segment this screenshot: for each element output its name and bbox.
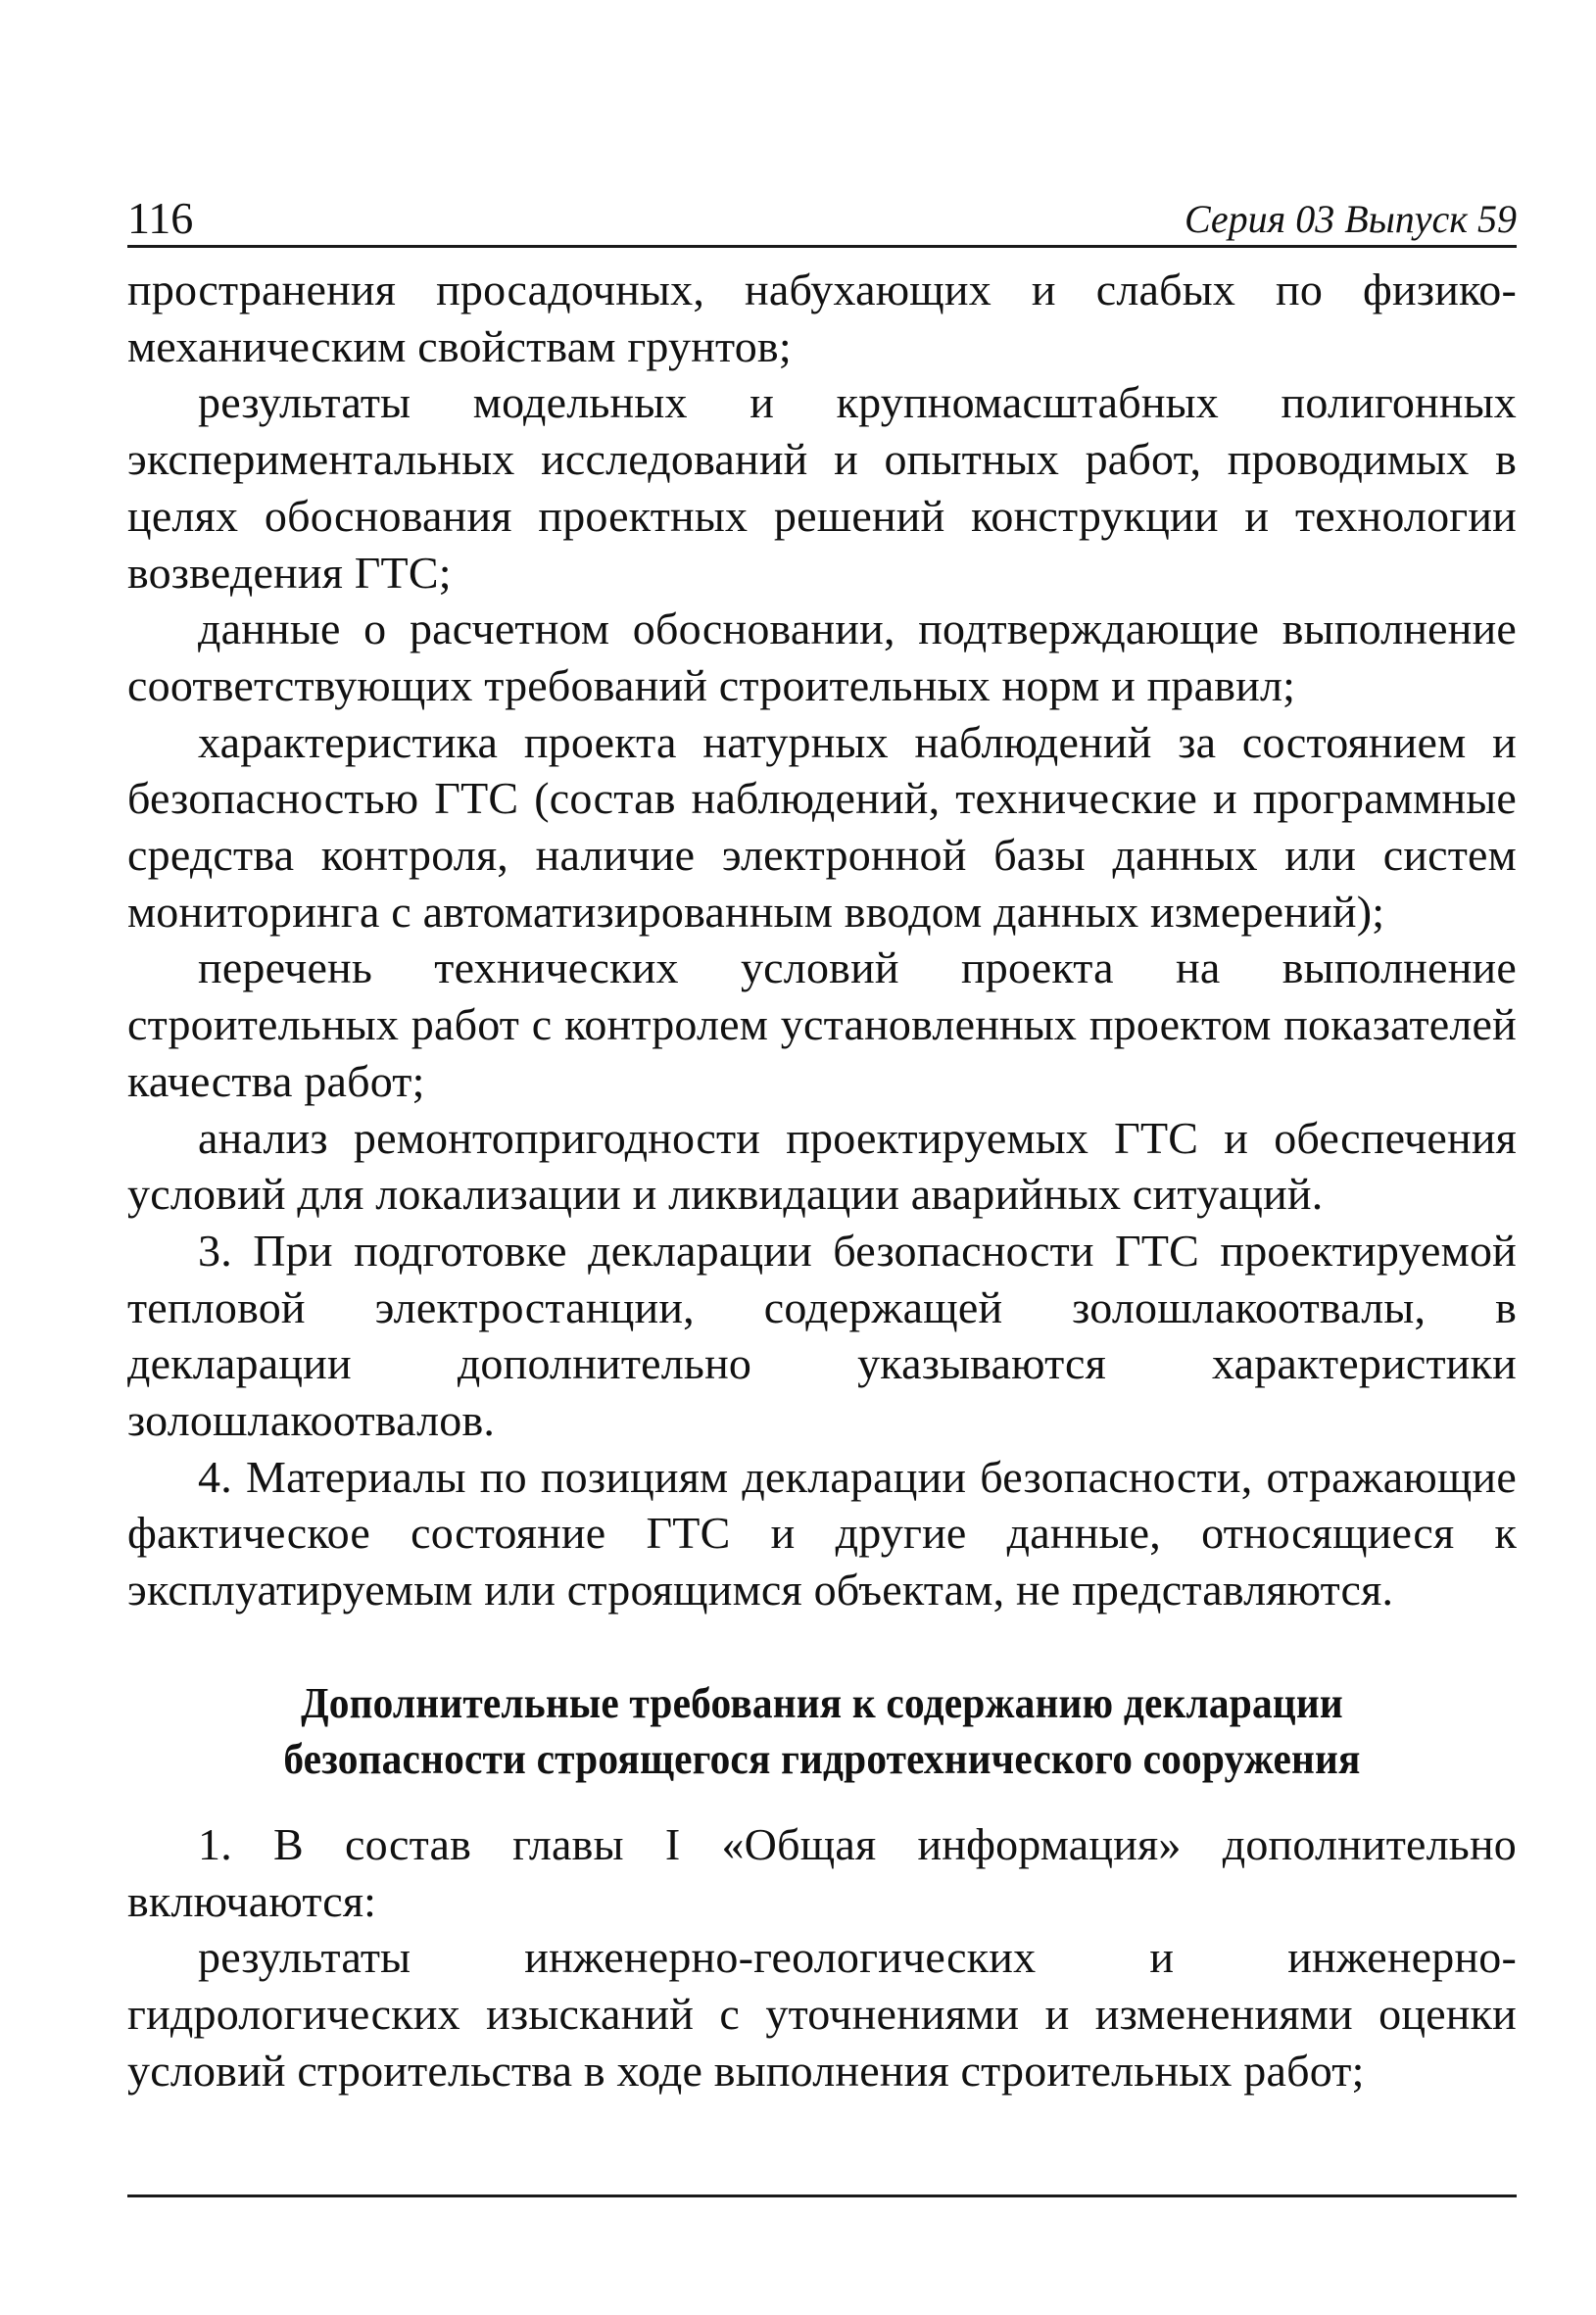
section-heading-line-1: Дополнительные требования к содержанию декларации — [301, 1678, 1343, 1727]
paragraph-item-1: 1. В состав главы I «Общая информация» дополнительно включаются: — [127, 1818, 1517, 1926]
page-header — [127, 186, 1517, 248]
section-heading-line-2: безопасности строящегося гидротехнического сооружения — [283, 1734, 1361, 1783]
paragraph-continuation: пространения просадочных, набухающих и слабых по физико-механическим свойствам грунтов; — [127, 265, 1517, 371]
footer-rule — [127, 2194, 1517, 2197]
paragraph: анализ ремонтопригодности проектируемых ГТС и обеспечения условий для локализации и ликвидации аварийных ситуаций. — [127, 1112, 1517, 1220]
body-text — [127, 262, 1517, 2098]
paragraph: характеристика проекта натурных наблюдений за состоянием и безопасностью ГТС (состав наблюдений, технические и программные средства контроля, наличие электронной базы данных или систем мониторинга с автоматизированным вводом данных измерений); — [127, 716, 1517, 937]
running-title: Серия 03 Выпуск 59 — [1184, 197, 1517, 241]
document-page — [127, 186, 1517, 2098]
paragraph: данные о расчетном обосновании, подтверждающие выполнение соответствующих требований строительных норм и правил; — [127, 603, 1517, 710]
paragraph: результаты инженерно-геологических и инженерно-гидрологических изысканий с уточнениями и изменениями оценки условий строительства в ходе выполнения строительных работ; — [127, 1932, 1517, 2096]
paragraph-item-4: 4. Материалы по позициям декларации безопасности, отражающие фактическое состояние ГТС и другие данные, относящиеся к эксплуатируемым или строящимся объектам, не представляются. — [127, 1451, 1517, 1616]
paragraph: результаты модельных и крупномасштабных полигонных экспериментальных исследований и опытных работ, проводимых в целях обоснования проектных решений конструкции и технологии возведения ГТС; — [127, 377, 1517, 598]
paragraph: перечень технических условий проекта на выполнение строительных работ с контролем установленных проектом показателей качества работ; — [127, 942, 1517, 1106]
section-heading — [169, 1675, 1475, 1787]
paragraph-item-3: 3. При подготовке декларации безопасности ГТС проектируемой тепловой электростанции, содержащей золошлакоотвалы, в декларации дополнительно указываются характеристики золошлакоотвалов. — [127, 1225, 1517, 1446]
page-number: 116 — [127, 193, 194, 243]
